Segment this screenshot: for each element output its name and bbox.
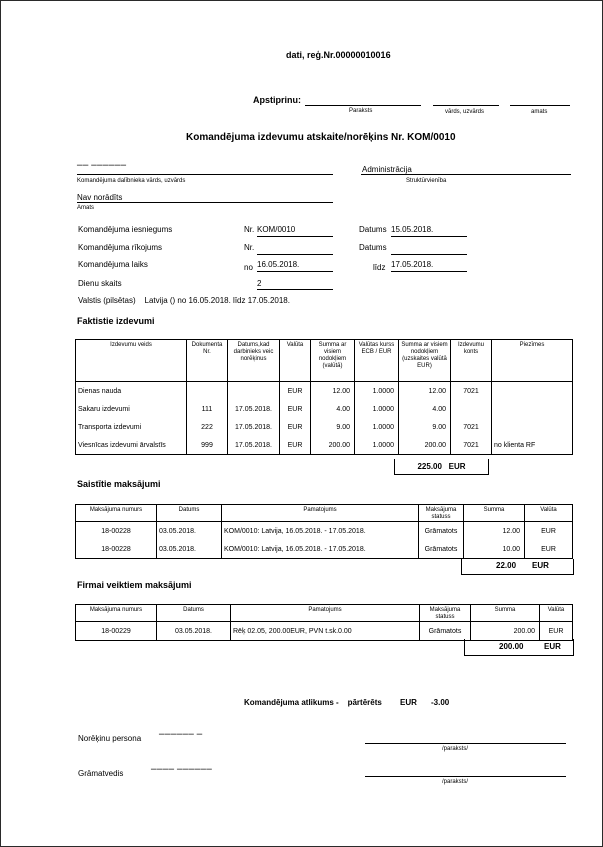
application-date: 15.05.2018. (391, 225, 434, 234)
notes (492, 400, 573, 418)
period-label: Komandējuma laiks (78, 260, 148, 269)
currency: EUR (280, 400, 311, 418)
balance-label: Komandējuma atlikums - pārtērēts (244, 698, 382, 707)
notes (492, 418, 573, 436)
doc-number: 111 (187, 400, 228, 418)
related-total-value: 22.00 (496, 561, 517, 570)
application-number: KOM/0010 (257, 225, 296, 234)
expenses-total: 225.00 EUR (394, 459, 489, 475)
accountant-name-redacted: ▔▔▔▔ ▔▔▔▔▔▔ (151, 770, 213, 777)
doc-number: 999 (187, 436, 228, 455)
company-payments-header: Datums (157, 605, 231, 622)
table-row (76, 540, 573, 559)
country-line: Valstis (pilsētas) Latvija () no 16.05.2018. līdz 17.05.2018. (78, 296, 290, 305)
application-no-label: Nr. (244, 225, 255, 234)
accountant-signature-line (365, 776, 566, 777)
payment-currency: EUR (525, 522, 573, 541)
employee-position-line (77, 202, 333, 203)
payment-number: 18-00228 (76, 540, 157, 559)
order-label: Komandējuma rīkojums (78, 243, 163, 252)
settler-signature-line (365, 743, 566, 744)
department-line (361, 174, 571, 175)
currency: EUR (280, 436, 311, 455)
related-payments-table (75, 504, 573, 559)
table-row (76, 418, 573, 436)
signature-line (305, 105, 421, 106)
balance-value: -3.00 (431, 698, 450, 707)
to-date: 17.05.2018. (391, 260, 434, 269)
amount-currency: 4.00 (311, 400, 355, 418)
table-row (76, 622, 573, 641)
account: 7021 (451, 418, 492, 436)
account (451, 400, 492, 418)
related-total-box (461, 559, 574, 575)
settler-name-redacted: ▔▔▔▔▔▔ ▔ (159, 735, 203, 742)
employee-name-caption: Komandējuma dalībnieka vārds, uzvārds (77, 178, 186, 184)
company-payments-header: Maksājuma statuss (420, 605, 471, 622)
document-title: Komandējuma izdevumu atskaite/norēķins Nr. KOM/0010 (186, 132, 456, 143)
expenses-header: Izdevumu konts (451, 340, 492, 382)
related-total-currency: EUR (532, 561, 549, 570)
expenses-header: Datums,kad darbinieks veic norēķinus (228, 340, 280, 382)
related-header: Pamatojums (222, 505, 419, 522)
order-no-label: Nr. (244, 243, 255, 252)
payment-currency: EUR (525, 540, 573, 559)
company-payments-table (75, 604, 573, 641)
rate: 1.0000 (355, 436, 399, 455)
position-caption: amats (531, 109, 548, 115)
department-caption: Struktūrvienība (406, 178, 447, 184)
accountant-signature-caption: /paraksts/ (442, 779, 469, 785)
settler-label: Norēķinu persona (78, 734, 142, 743)
related-header: Maksājuma numurs (76, 505, 157, 522)
amount-currency: 12.00 (311, 382, 355, 401)
settler-signature-caption: /paraksts/ (442, 746, 469, 752)
payment-basis: Rēķ 02.05, 200.00EUR, PVN t.sk.0.00 (231, 622, 420, 641)
expenses-section-title: Faktistie izdevumi (77, 316, 155, 326)
signature-caption: Paraksts (349, 108, 373, 114)
expenses-header: Summa ar visiem nodokļiem (valūtā) (311, 340, 355, 382)
doc-number: 222 (187, 418, 228, 436)
table-row (76, 522, 573, 541)
expenses-header: Summa ar visiem nodokļiem (uzskaites valūtā EUR) (399, 340, 451, 382)
table-row (76, 400, 573, 418)
order-date-label: Datums (359, 243, 387, 252)
rate: 1.0000 (355, 418, 399, 436)
employee-position-caption: Amats (77, 205, 95, 211)
application-label: Komandējuma iesniegums (78, 225, 173, 234)
company-payments-total-box (464, 639, 574, 656)
expense-type: Transporta izdevumi (76, 418, 187, 436)
employee-name-redacted: ▔▔ ▔▔▔▔▔▔ (77, 166, 127, 173)
expenses-header: Valūtas kurss ECB / EUR (355, 340, 399, 382)
from-date-line (257, 271, 333, 272)
payment-amount: 12.00 (464, 522, 525, 541)
expenses-header: Izdevumu veids (76, 340, 187, 382)
company-payments-section-title: Firmai veiktiem maksājumi (77, 580, 192, 590)
payment-basis: KOM/0010: Latvija, 16.05.2018. - 17.05.2018. (222, 540, 419, 559)
doc-date: 17.05.2018. (228, 418, 280, 436)
employee-position: Nav norādīts (77, 193, 123, 202)
name-caption: vārds, uzvārds (445, 109, 485, 115)
notes: no klienta RF (492, 436, 573, 455)
doc-date (228, 382, 280, 401)
company-registration: dati, reģ.Nr.00000010016 (286, 50, 391, 60)
to-label: līdz (373, 263, 386, 272)
payment-status: Grāmatots (419, 522, 464, 541)
related-header: Datums (157, 505, 222, 522)
related-header: Maksājuma statuss (419, 505, 464, 522)
amount-eur: 12.00 (399, 382, 451, 401)
table-row (76, 436, 573, 455)
from-label: no (244, 263, 253, 272)
expense-type: Dienas nauda (76, 382, 187, 401)
expense-type: Sakaru izdevumi (76, 400, 187, 418)
payment-status: Grāmatots (419, 540, 464, 559)
account: 7021 (451, 382, 492, 401)
amount-eur: 9.00 (399, 418, 451, 436)
expenses-header: Piezīmes (492, 340, 573, 382)
payment-basis: KOM/0010: Latvija, 16.05.2018. - 17.05.2018. (222, 522, 419, 541)
rate: 1.0000 (355, 382, 399, 401)
rate: 1.0000 (355, 400, 399, 418)
payment-date: 03.05.2018. (157, 540, 222, 559)
doc-number (187, 382, 228, 401)
days-label: Dienu skaits (78, 279, 122, 288)
order-number-line (257, 254, 333, 255)
amount-currency: 200.00 (311, 436, 355, 455)
related-section-title: Saistītie maksājumi (77, 479, 161, 489)
related-header: Valūta (525, 505, 573, 522)
expenses-header: Valūta (280, 340, 311, 382)
related-header: Summa (464, 505, 525, 522)
amount-eur: 4.00 (399, 400, 451, 418)
notes (492, 382, 573, 401)
account: 7021 (451, 436, 492, 455)
employee-name-line (77, 174, 333, 175)
position-line (510, 105, 570, 106)
payment-currency: EUR (540, 622, 573, 641)
application-number-line (257, 236, 333, 237)
doc-date: 17.05.2018. (228, 436, 280, 455)
department: Administrācija (362, 165, 412, 174)
order-date-line (391, 254, 467, 255)
payment-status: Grāmatots (420, 622, 471, 641)
payment-number: 18-00229 (76, 622, 157, 641)
to-date-line (391, 271, 467, 272)
payment-date: 03.05.2018. (157, 622, 231, 641)
expenses-header: Dokumenta Nr. (187, 340, 228, 382)
from-date: 16.05.2018. (257, 260, 300, 269)
amount-eur: 200.00 (399, 436, 451, 455)
application-date-line (391, 236, 467, 237)
company-payments-header: Summa (471, 605, 540, 622)
expense-type: Viesnīcas izdevumi ārvalstīs (76, 436, 187, 455)
approve-label: Apstiprinu: (253, 95, 301, 105)
company-payments-header: Valūta (540, 605, 573, 622)
amount-currency: 9.00 (311, 418, 355, 436)
days-line (257, 289, 333, 290)
application-date-label: Datums (359, 225, 387, 234)
payment-date: 03.05.2018. (157, 522, 222, 541)
name-line (433, 105, 499, 106)
balance-currency: EUR (400, 698, 417, 707)
table-row (76, 382, 573, 401)
days-value: 2 (257, 279, 262, 288)
currency: EUR (280, 382, 311, 401)
company-payments-total-currency: EUR (544, 642, 561, 651)
payment-amount: 200.00 (471, 622, 540, 641)
accountant-label: Grāmatvedis (78, 769, 124, 778)
company-payments-header: Maksājuma numurs (76, 605, 157, 622)
currency: EUR (280, 418, 311, 436)
company-payments-header: Pamatojums (231, 605, 420, 622)
doc-date: 17.05.2018. (228, 400, 280, 418)
payment-amount: 10.00 (464, 540, 525, 559)
expenses-table (75, 339, 573, 455)
payment-number: 18-00228 (76, 522, 157, 541)
company-payments-total-value: 200.00 (499, 642, 524, 651)
